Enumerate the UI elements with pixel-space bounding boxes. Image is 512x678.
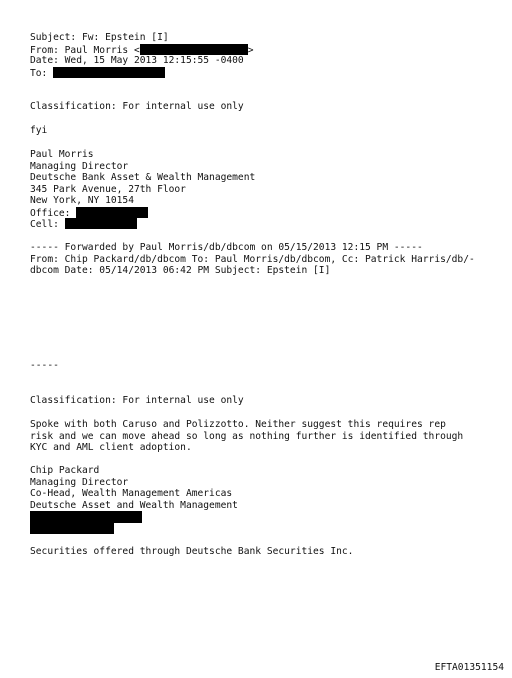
message-body-line: Spoke with both Caruso and Polizzotto. Neither suggest this requires rep	[30, 419, 446, 430]
forwarded-header-line: From: Chip Packard/db/dbcom To: Paul Morris/db/dbcom, Cc: Patrick Harris/db/-	[30, 253, 475, 265]
from-suffix: >	[247, 44, 254, 56]
subject-line: Subject: Fw: Epstein [I]	[30, 32, 169, 43]
cell-label: Cell:	[30, 219, 65, 230]
classification-notice: Classification: For internal use only	[30, 395, 244, 406]
signature-title: Managing Director	[30, 476, 129, 488]
signature-role: Co-Head, Wealth Management Americas	[30, 488, 233, 499]
redacted-cell-phone	[65, 218, 137, 229]
signature-company: Deutsche Asset and Wealth Management	[30, 499, 238, 511]
classification-notice: Classification: For internal use only	[30, 101, 244, 112]
securities-disclaimer: Securities offered through Deutsche Bank Securities Inc.	[30, 546, 354, 557]
forwarded-divider: ----- Forwarded by Paul Morris/db/dbcom on 05/15/2013 12:15 PM -----	[30, 242, 423, 253]
signature-name: Paul Morris	[30, 149, 94, 160]
message-fyi: fyi	[30, 125, 48, 136]
signature-title: Managing Director	[30, 160, 129, 172]
redacted-office-phone	[76, 207, 148, 218]
redacted-contact-block	[30, 522, 114, 534]
signature-address: 345 Park Avenue, 27th Floor	[30, 183, 186, 195]
forwarded-header-line: dbcom Date: 05/14/2013 06:42 PM Subject: Epstein [I]	[30, 265, 331, 276]
separator: -----	[30, 360, 59, 371]
signature-company: Deutsche Bank Asset & Wealth Management	[30, 172, 256, 183]
signature-city: New York, NY 10154	[30, 195, 134, 206]
office-label: Office:	[30, 207, 77, 219]
redacted-recipient	[53, 67, 165, 78]
document-id: EFTA01351154	[434, 662, 504, 673]
from-label: From: Paul Morris <	[30, 44, 140, 56]
message-body-line: risk and we can move ahead so long as nothing further is identified through	[30, 430, 464, 442]
signature-name: Chip Packard	[30, 465, 100, 476]
to-label: To:	[30, 67, 54, 79]
date-line: Date: Wed, 15 May 2013 12:15:55 -0400	[30, 55, 244, 66]
signature-cell	[30, 218, 137, 231]
message-body-line: KYC and AML client adoption.	[30, 442, 192, 453]
redacted-email	[140, 44, 248, 55]
to-line	[30, 67, 165, 80]
